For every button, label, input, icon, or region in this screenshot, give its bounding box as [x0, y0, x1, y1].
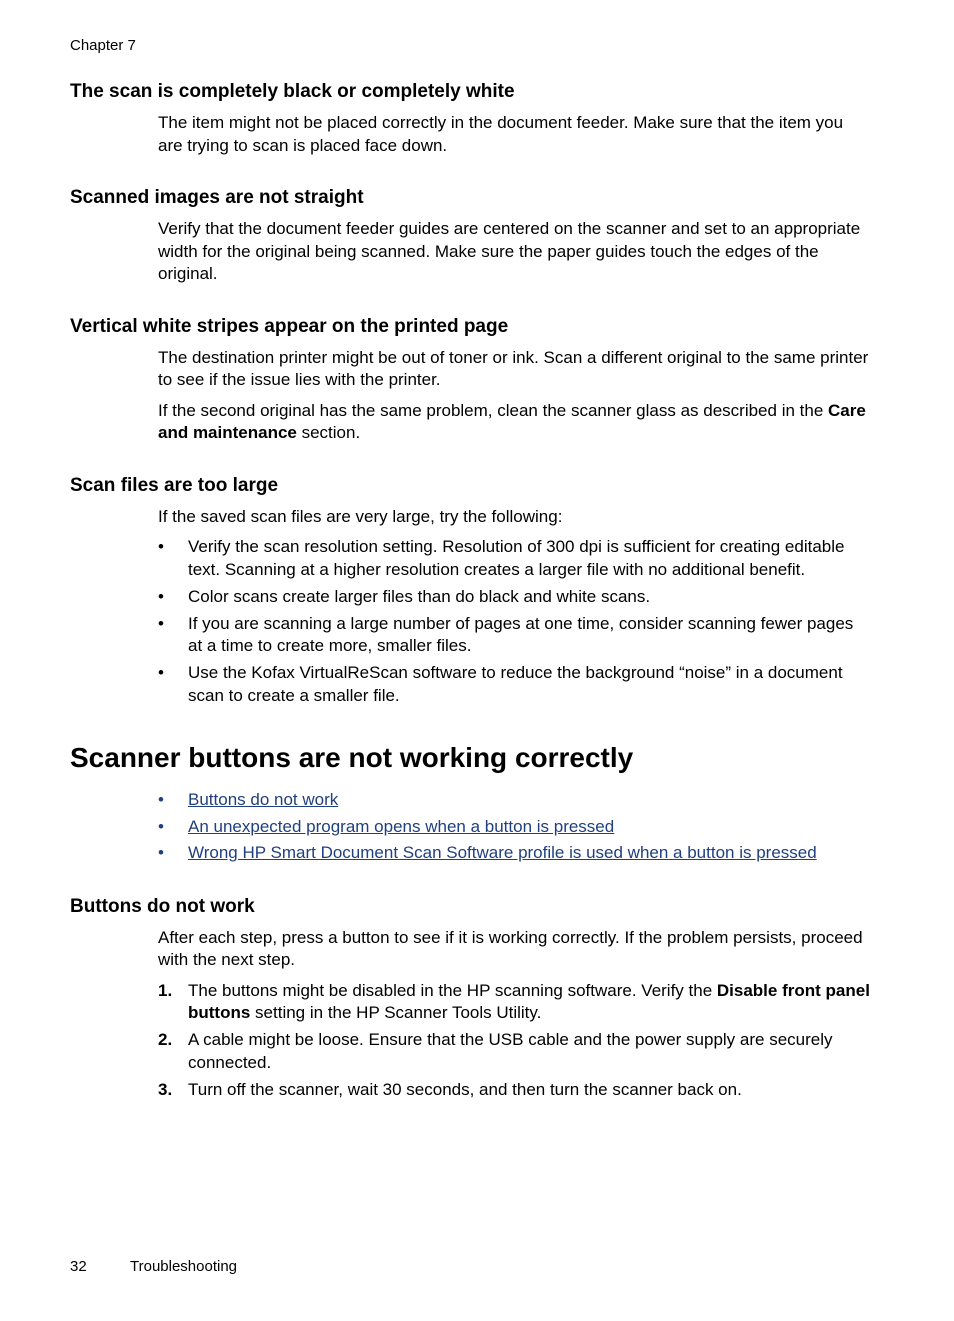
bullet-list	[158, 536, 870, 707]
section-white-stripes	[70, 315, 870, 445]
section-paragraph: The item might not be placed correctly in the document feeder. Make sure that the item you are trying to scan is placed face down.	[158, 113, 844, 155]
chapter-label: Chapter 7	[70, 37, 136, 54]
bullet-icon: •	[158, 790, 164, 809]
link-unexpected-program[interactable]: An unexpected program opens when a button is pressed	[188, 816, 615, 836]
step-item	[158, 980, 870, 1025]
section-heading: Scanned images are not straight	[70, 187, 364, 208]
list-item-text: Verify the scan resolution setting. Resolution of 300 dpi is sufficient for creating editable text. Scanning at a higher resolution creates a larger file with no additional benefit.	[188, 537, 845, 579]
list-item-text: Color scans create larger files than do black and white scans.	[188, 586, 651, 606]
care-maintenance-reference: Care and maintenance	[158, 400, 866, 442]
section-files-too-large	[70, 474, 870, 708]
step-text: A cable might be loose. Ensure that the USB cable and the power supply are securely connected.	[188, 1030, 833, 1072]
step-text: setting in the HP Scanner Tools Utility.	[250, 1003, 542, 1022]
step-number: 2.	[158, 1030, 173, 1049]
list-item	[158, 613, 870, 658]
setting-name: Disable front panel buttons	[188, 980, 870, 1022]
bullet-icon: •	[158, 663, 164, 682]
page-content	[70, 80, 870, 1130]
footer-section-title: Troubleshooting	[130, 1258, 238, 1275]
step-item	[158, 1079, 870, 1102]
paragraph-text: section.	[296, 423, 361, 442]
link-buttons-do-not-work[interactable]: Buttons do not work	[188, 790, 339, 809]
bullet-icon: •	[158, 613, 164, 633]
page-footer	[70, 1258, 237, 1276]
bullet-icon: •	[158, 537, 164, 556]
page-number: 32	[70, 1258, 87, 1275]
section-heading: Scan files are too large	[70, 474, 279, 496]
list-item	[158, 536, 870, 581]
topic-links-list	[158, 789, 870, 865]
step-number: 3.	[158, 1079, 173, 1099]
section-not-straight	[70, 186, 870, 286]
paragraph-text: If the second original has the same problem, clean the scanner glass as described in the	[158, 400, 828, 420]
section-paragraph: After each step, press a button to see if it is working correctly. If the problem persists, proceed with the next step.	[158, 927, 863, 969]
steps-list	[158, 980, 870, 1102]
section-paragraph	[158, 400, 870, 445]
list-item	[158, 662, 870, 707]
section-paragraph: Verify that the document feeder guides are centered on the scanner and set to an appropriate width for the original being scanned. Make sure the paper guides touch the edges of the original.	[158, 219, 861, 283]
list-item	[158, 586, 870, 609]
bullet-icon: •	[158, 843, 164, 862]
main-heading: Scanner buttons are not working correctly	[70, 742, 634, 773]
section-black-white	[70, 80, 870, 157]
link-item	[158, 816, 870, 839]
section-heading: The scan is completely black or completely white	[70, 81, 515, 102]
step-text: The buttons might be disabled in the HP scanning software. Verify the	[188, 980, 717, 1000]
list-item-text: If you are scanning a large number of pages at one time, consider scanning fewer pages at a time to create more, smaller files.	[188, 613, 854, 655]
step-number: 1.	[158, 980, 173, 1000]
section-heading: Vertical white stripes appear on the printed page	[70, 315, 509, 337]
link-item	[158, 842, 870, 865]
list-item-text: Use the Kofax VirtualReScan software to reduce the background “noise” in a document scan to create a smaller file.	[188, 663, 843, 705]
section-heading: Buttons do not work	[70, 895, 255, 917]
section-paragraph: The destination printer might be out of toner or ink. Scan a different original to the same printer to see if the issue lies with the printer.	[158, 347, 869, 389]
step-item	[158, 1029, 870, 1074]
link-wrong-profile[interactable]: Wrong HP Smart Document Scan Software profile is used when a button is pressed	[188, 843, 817, 862]
link-item	[158, 789, 870, 812]
bullet-icon: •	[158, 586, 164, 606]
step-text: Turn off the scanner, wait 30 seconds, and then turn the scanner back on.	[188, 1079, 742, 1099]
section-paragraph: If the saved scan files are very large, try the following:	[158, 506, 563, 526]
section-buttons-do-not-work	[70, 895, 870, 1102]
bullet-icon: •	[158, 816, 164, 836]
